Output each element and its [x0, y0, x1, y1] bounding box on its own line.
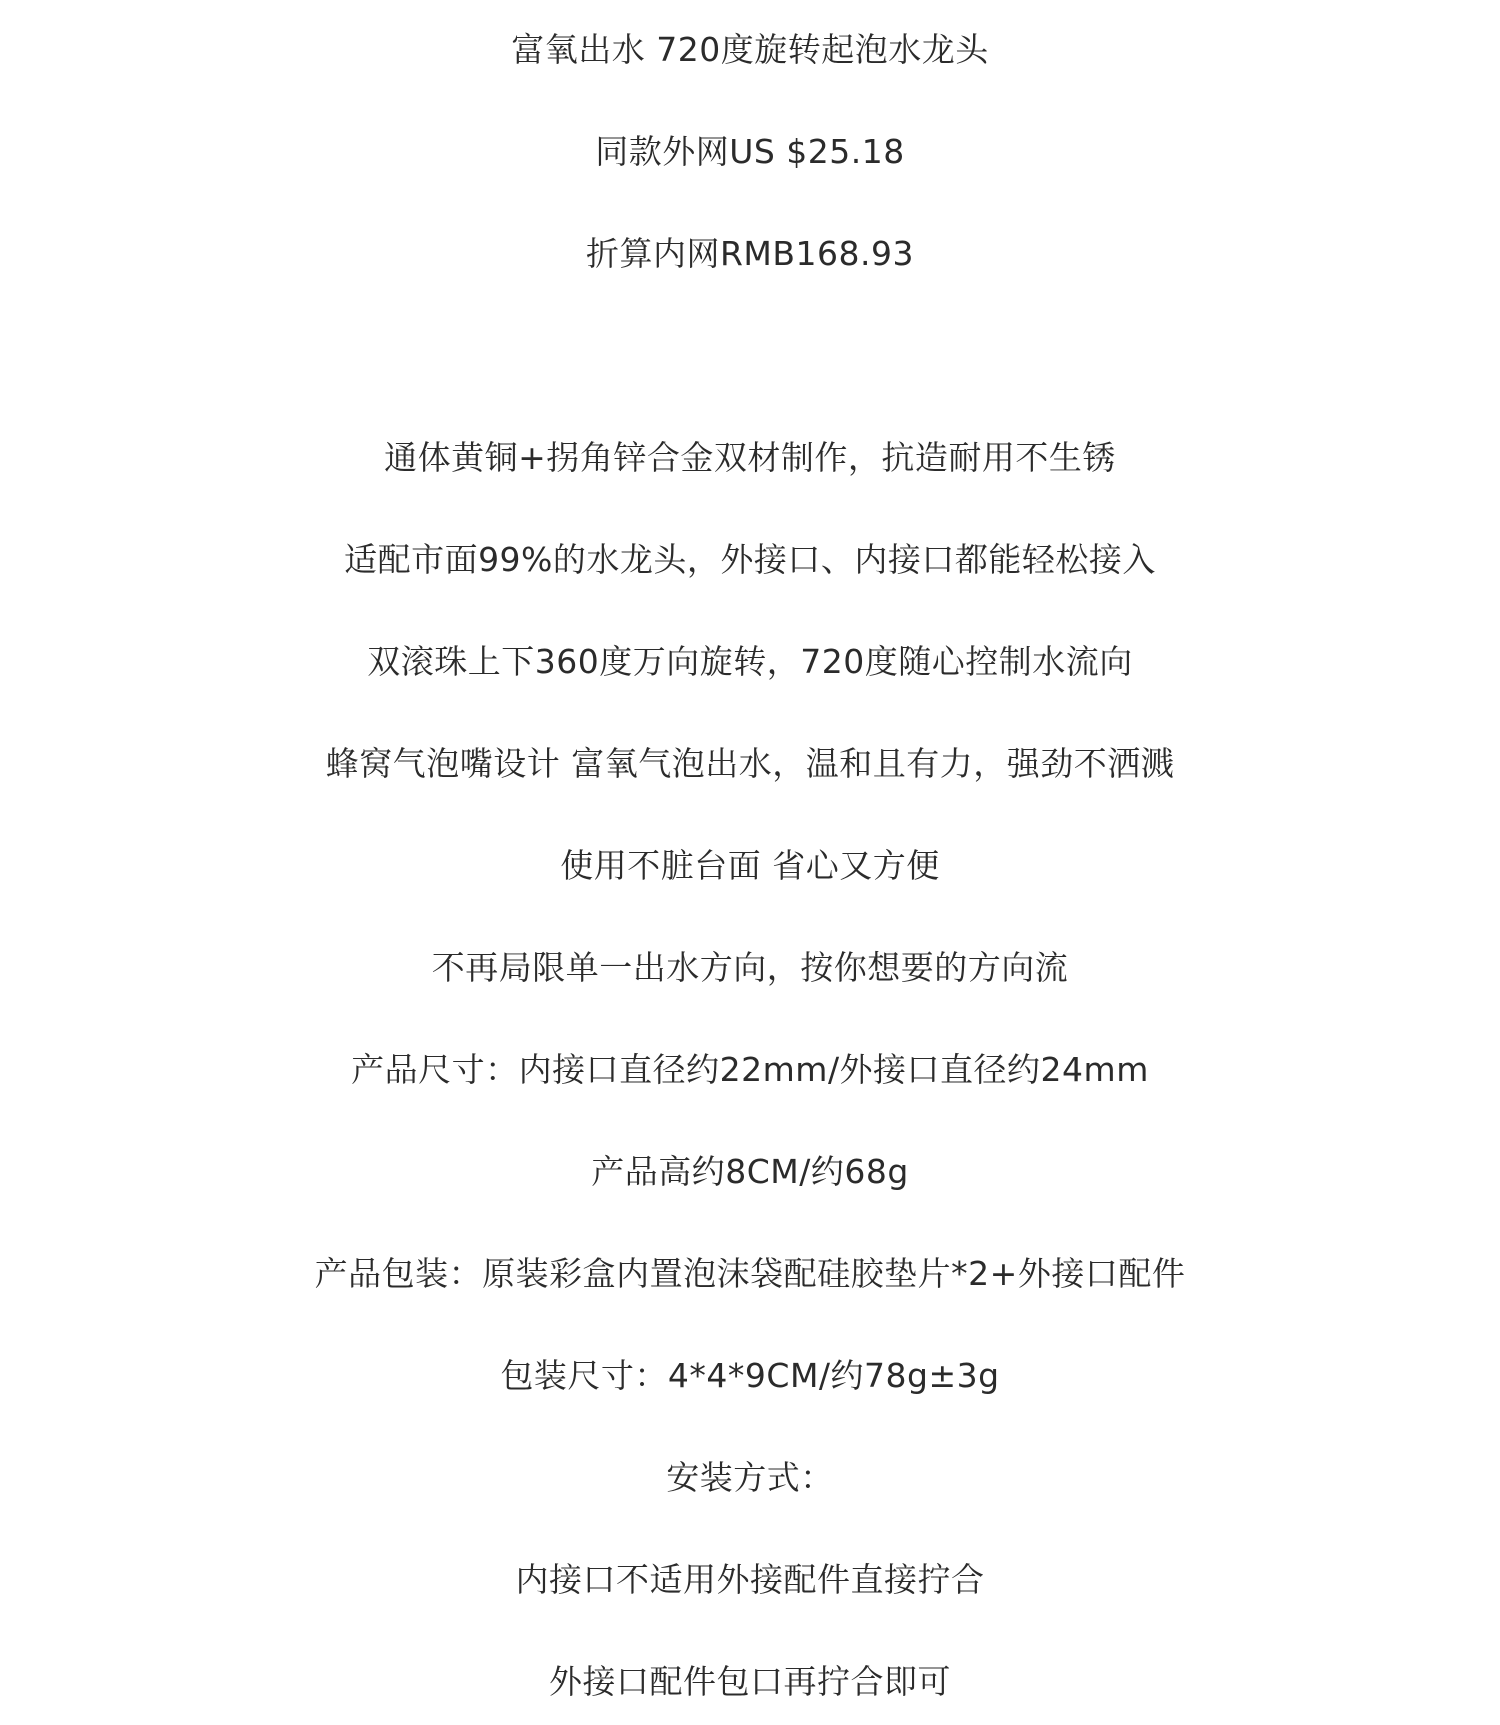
package-size-line: 包装尺寸：4*4*9CM/约78g±3g: [500, 1356, 1000, 1395]
install-internal-line: 内接口不适用外接配件直接拧合: [515, 1560, 985, 1599]
rotation-line: 双滚珠上下360度万向旋转，720度随心控制水流向: [367, 642, 1133, 681]
size-line: 产品尺寸：内接口直径约22mm/外接口直径约24mm: [351, 1050, 1149, 1089]
product-title: 富氧出水 720度旋转起泡水龙头: [511, 30, 989, 69]
material-line: 通体黄铜+拐角锌合金双材制作，抗造耐用不生锈: [384, 438, 1116, 477]
overseas-price: 同款外网US $25.18: [595, 132, 905, 171]
height-weight-line: 产品高约8CM/约68g: [591, 1152, 909, 1191]
install-external-line: 外接口配件包口再拧合即可: [549, 1662, 951, 1701]
compatibility-line: 适配市面99%的水龙头，外接口、内接口都能轻松接入: [344, 540, 1156, 579]
domestic-price: 折算内网RMB168.93: [585, 234, 914, 273]
clean-line: 使用不脏台面 省心又方便: [560, 846, 940, 885]
aerator-line: 蜂窝气泡嘴设计 富氧气泡出水，温和且有力，强劲不洒溅: [325, 744, 1175, 783]
direction-line: 不再局限单一出水方向，按你想要的方向流: [431, 948, 1069, 987]
packaging-line: 产品包装：原装彩盒内置泡沫袋配硅胶垫片*2+外接口配件: [314, 1254, 1186, 1293]
install-heading: 安装方式：: [666, 1458, 834, 1497]
